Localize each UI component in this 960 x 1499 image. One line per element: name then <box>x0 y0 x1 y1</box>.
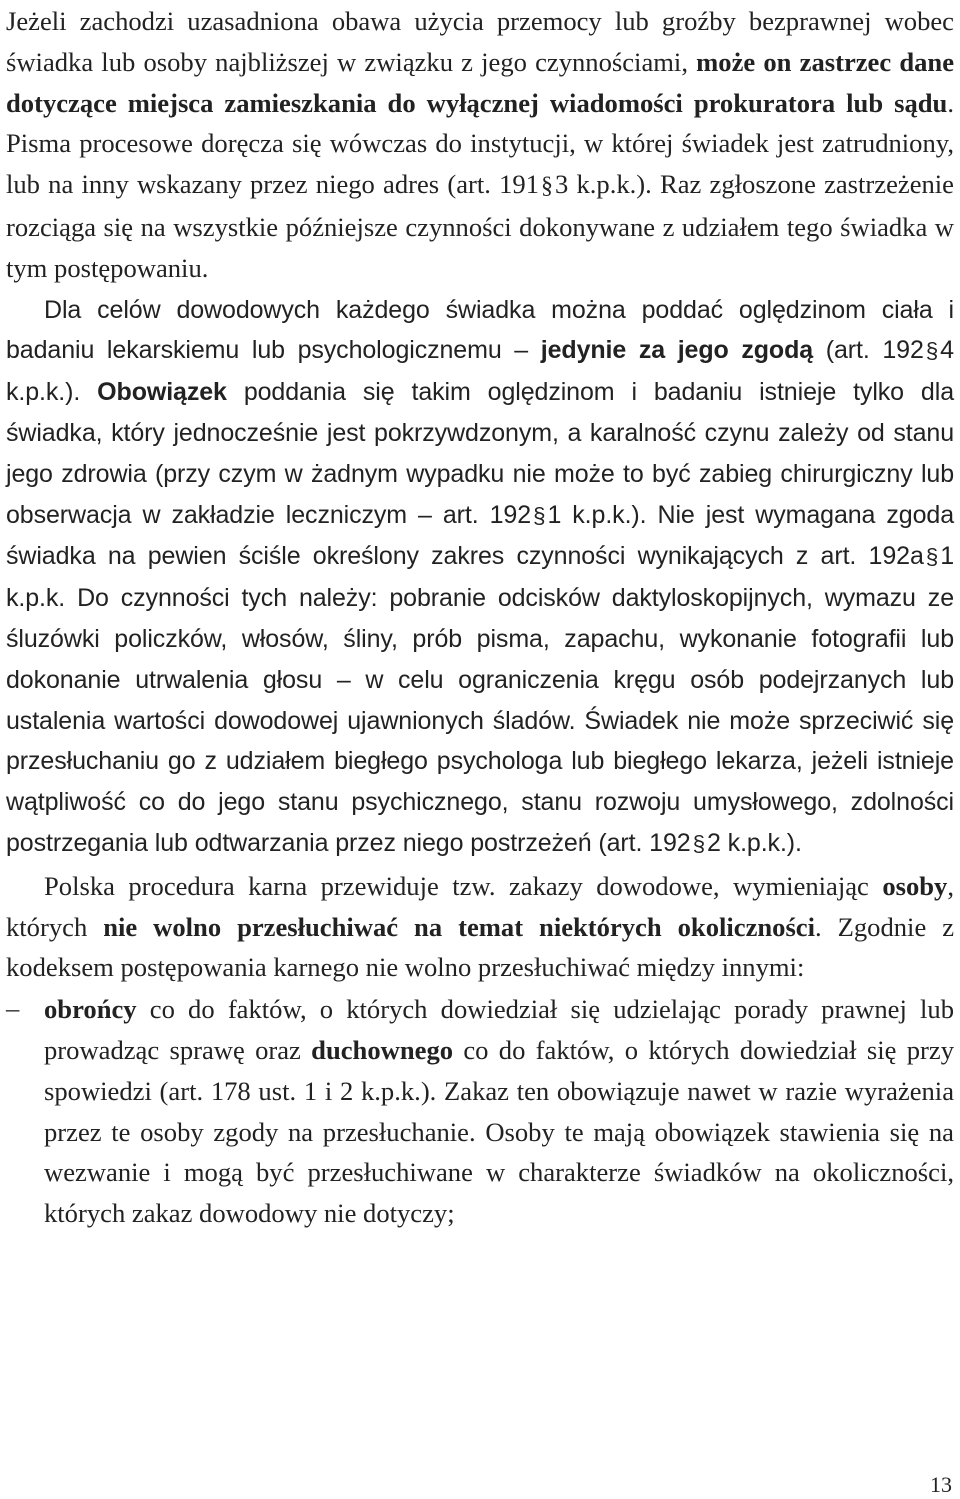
paragraph-evidence-bans <box>6 865 954 988</box>
section-sign: § <box>533 502 546 528</box>
bold-text: nie wolno przesłuchiwać na temat niektórych okoliczności <box>103 911 816 942</box>
text-run: 3 k.p.k.). Raz zgłoszone zastrzeżenie rozciąga się na wszystkie późniejsze czynności dokonywane z udziałem tego świadka w tym postępowaniu. <box>6 169 954 283</box>
section-sign: § <box>541 173 553 200</box>
bold-text: duchownego <box>311 1034 454 1065</box>
bold-text: może on zastrzec dane dotyczące miejsca zamieszkania do wyłącznej wiadomości prokuratora lub sądu <box>6 46 955 118</box>
text-run: 1 k.p.k. Do czynności tych należy: pobranie odcisków daktyloskopijnych, wymazu ze śluzówki policzków, włosów, śliny, prób pisma, zapachu, wykonanie fotografii lub dokonanie utrwalenia głosu – w celu ograniczenia kręgu osób podejrzanych lub ustalenia wartości dowodowej ujawnionych śladów. Świadek nie może sprzeciwić się przesłuchaniu go z udziałem biegłego psychologa lub biegłego lekarza, jeżeli istnieje wątpliwość co do jego stanu psychicznego, stanu rozwoju umysłowego, zdolności postrzegania lub odtwarzania przez niego postrzeżeń (art. 192 <box>6 542 954 857</box>
paragraph-witness-address <box>6 0 954 289</box>
list-bullet: – <box>6 993 20 1024</box>
text-run: co do faktów, o których dowiedział się udzielając porady prawnej lub prowadząc sprawę oraz <box>44 994 954 1065</box>
text-run: co do faktów, o których dowiedział się przy spowiedzi (art. 178 ust. 1 i 2 k.p.k.). Zakaz ten obowiązuje nawet w razie wyrażenia przez te osoby zgody na przesłuchanie. Osoby te mają obowiązek stawienia się na wezwanie i mogą być przesłuchiwane w charakterze świadków na okoliczności, których zakaz dowodowy nie dotyczy; <box>44 1034 954 1229</box>
section-sign: § <box>925 544 939 570</box>
text-run: . Pisma procesowe doręcza się wówczas do instytucji, w której świadek jest zatrudniony, lub na inny wskazany przez niego adres (art. 191 <box>6 87 954 200</box>
bold-text: osoby <box>882 870 948 901</box>
bold-text: jedynie za jego zgodą <box>540 336 814 365</box>
list-item <box>6 988 954 1234</box>
bold-text: obrońcy <box>44 994 137 1025</box>
section-sign: § <box>692 830 706 856</box>
document-page <box>6 0 954 1234</box>
text-run: Dla celów dowodowych każdego świadka można poddać oględzinom ciała i badaniu lekarskiemu lub psychologicznemu – <box>6 295 954 365</box>
text-run: 2 k.p.k.). <box>707 828 802 857</box>
text-run: Polska procedura karna przewiduje tzw. zakazy dowodowe, wymieniając <box>44 870 883 901</box>
text-run: 4 k.p.k.). <box>6 336 954 407</box>
page-number: 13 <box>930 1472 952 1497</box>
text-run: poddania się takim oględzinom i badaniu istnieje tylko dla świadka, który jednocześnie jest pokrzywdzonym, a karalność czynu zależy od stanu jego zdrowia (przy czym w żadnym wypadku nie może to być zabieg chirurgiczny lub obserwacja w zakładzie leczniczym – art. 192 <box>6 378 954 529</box>
bold-text: Obowiązek <box>97 378 227 407</box>
text-run: 1 k.p.k.). Nie jest wymagana zgoda świadka na pewien ściśle określony zakres czynności wynikających z art. 192a <box>6 500 954 571</box>
text-run: , których <box>6 870 954 942</box>
section-sign: § <box>925 338 939 364</box>
text-run: Jeżeli zachodzi uzasadniona obawa użycia przemocy lub groźby bezprawnej wobec świadka lub osoby najbliższej w związku z jego czynnościami, <box>6 6 954 77</box>
paragraph-evidence-examination <box>6 289 954 865</box>
text-run: . Zgodnie z kodeksem postępowania karnego nie wolno przesłuchiwać między innymi: <box>6 911 955 983</box>
text-run: (art. 192 <box>813 336 924 365</box>
